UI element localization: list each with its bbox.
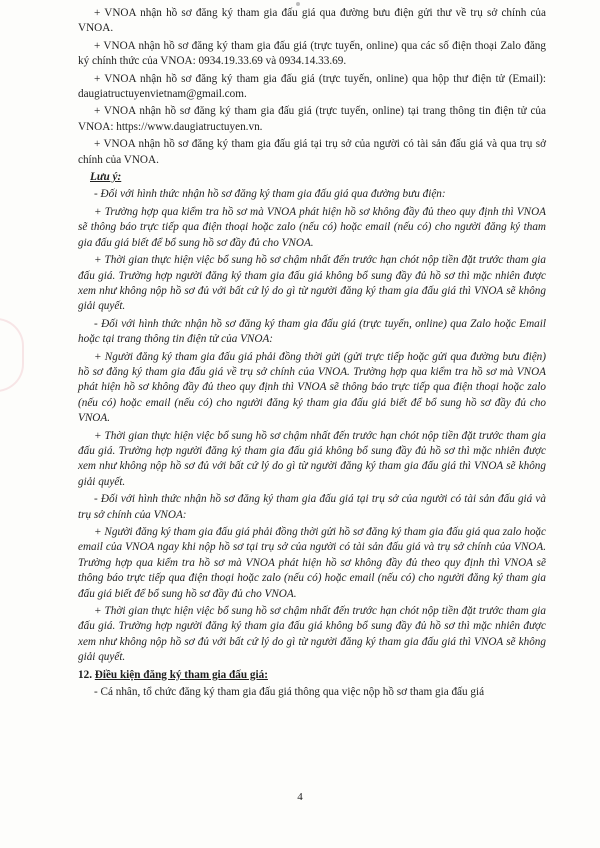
note-post-deadline: + Thời gian thực hiện việc bổ sung hồ sơ chậm nhất đến trước hạn chót nộp tiền đặt trước tham gia đấu giá. Trường hợp người đăng ký tham gia đấu giá không bổ sung đầy đủ hồ sơ thì mặc nhiên được xem như không nộp hồ sơ đủ với bất cứ lý do gì từ người đăng ký tham gia đấu giá thì VNOA sẽ không giải quyết. [78, 254, 546, 313]
item-website: + VNOA nhận hồ sơ đăng ký tham gia đấu giá (trực tuyến, online) tại trang thông tin điện tử của VNOA: https://www.daugiatructuyen.vn. [78, 105, 546, 133]
note-label: Lưu ý: [90, 171, 122, 184]
note-online-check: + Người đăng ký tham gia đấu giá phải đồng thời gửi (gửi trực tiếp hoặc gửi qua đường bưu điện) hồ sơ đăng ký tham gia đấu giá về trụ sở chính của VNOA. Trường hợp qua kiểm tra hồ sơ mà VNOA phát hiện hồ sơ không đầy đủ theo quy định thì VNOA sẽ thông báo trực tiếp qua điện thoại hoặc zalo (nếu có) hoặc email (nếu có) cho người đăng ký tham gia đấu giá biết để bổ sung hồ sơ đầy đủ cho VNOA. [78, 350, 546, 425]
item-office: + VNOA nhận hồ sơ đăng ký tham gia đấu giá tại trụ sở của người có tài sản đấu giá và qua trụ sở chính của VNOA. [78, 138, 546, 166]
page-number: 4 [297, 791, 303, 803]
item-zalo: + VNOA nhận hồ sơ đăng ký tham gia đấu giá (trực tuyến, online) qua các số điện thoại Zalo đăng ký chính thức của VNOA: 0934.19.33.69 và 0934.14.33.69. [78, 39, 546, 68]
note-online-deadline: + Thời gian thực hiện việc bổ sung hồ sơ chậm nhất đến trước hạn chót nộp tiền đặt trước tham gia đấu giá. Trường hợp người đăng ký tham gia đấu giá không bổ sung đầy đủ hồ sơ thì mặc nhiên được xem như không nộp hồ sơ đủ với bất cứ lý do gì từ người đăng ký tham gia đấu giá thì VNOA sẽ không giải quyết. [78, 429, 546, 488]
note-post-header: - Đối với hình thức nhận hồ sơ đăng ký tham gia đấu giá qua đường bưu điện: [94, 188, 446, 201]
note-office-check: + Người đăng ký tham gia đấu giá phải đồng thời gửi hồ sơ đăng ký tham gia đấu giá qua zalo hoặc email của VNOA ngay khi nộp hồ sơ tại trụ sở của người có tài sản đấu giá và trụ sở chính của VNOA. Trường hợp qua kiểm tra hồ sơ mà VNOA phát hiện hồ sơ không đầy đủ theo quy định thì VNOA sẽ thông báo trực tiếp qua điện thoại hoặc zalo (nếu có) hoặc email (nếu có) cho người đăng ký tham gia đấu giá biết để bổ sung hồ sơ đầy đủ cho VNOA. [78, 526, 546, 600]
note-office-header: - Đối với hình thức nhận hồ sơ đăng ký tham gia đấu giá tại trụ sở của người có tài sản đấu giá và trụ sở chính của VNOA: [78, 493, 546, 521]
section-first-line: - Cá nhân, tổ chức đăng ký tham gia đấu giá thông qua việc nộp hồ sơ tham gia đấu giá [94, 686, 485, 699]
note-heading [78, 170, 546, 185]
note-office-deadline: + Thời gian thực hiện việc bổ sung hồ sơ chậm nhất đến trước hạn chót nộp tiền đặt trước tham gia đấu giá. Trường hợp người đăng ký tham gia đấu giá không bổ sung đầy đủ hồ sơ thì mặc nhiên được xem như không nộp hồ sơ đủ với bất cứ lý do gì từ người đăng ký tham gia đấu giá thì VNOA sẽ không giải quyết. [78, 605, 546, 664]
section-number: 12. [78, 668, 92, 681]
stamp-bleed-through [0, 318, 24, 392]
page-content [78, 6, 546, 702]
section-title: Điều kiện đăng ký tham gia đấu giá: [94, 668, 268, 681]
section-heading [78, 668, 546, 683]
item-email: + VNOA nhận hồ sơ đăng ký tham gia đấu giá (trực tuyến, online) qua hộp thư điện tử (Email): daugiatructuyenvietnam@gmail.com. [78, 72, 546, 101]
item-post: + VNOA nhận hồ sơ đăng ký tham gia đấu giá qua đường bưu điện gửi thư về trụ sở chính của VNOA. [78, 7, 546, 35]
note-online-header: - Đối với hình thức nhận hồ sơ đăng ký tham gia đấu giá (trực tuyến, online) qua Zalo hoặc Email hoặc tại trang thông tin điện tử của VNOA: [78, 317, 546, 346]
note-post-check: + Trường hợp qua kiểm tra hồ sơ mà VNOA phát hiện hồ sơ không đầy đủ theo quy định thì VNOA sẽ thông báo trực tiếp qua điện thoại hoặc zalo (nếu có) hoặc email (nếu có) cho người đăng ký tham gia đấu giá biết để bổ sung hồ sơ đầy đủ cho VNOA. [78, 205, 546, 249]
